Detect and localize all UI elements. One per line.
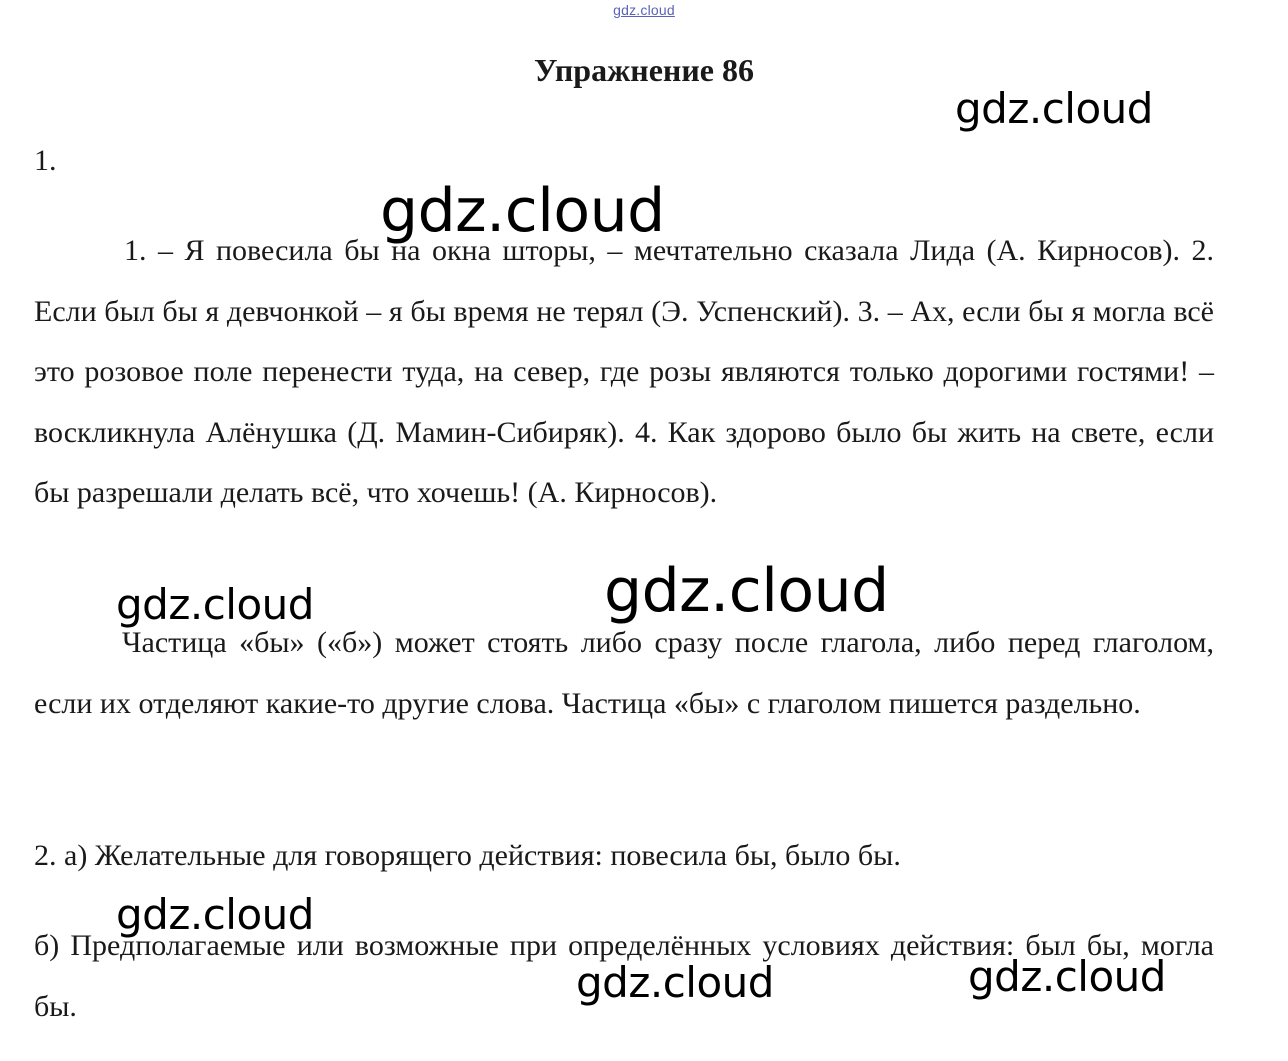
rule-paragraph: Частица «бы» («б») может стоять либо сразу после глагола, либо перед глаголом, если их отделяют какие-то другие слова. Частица «бы» с глаголом пишется раздельно. (34, 626, 1214, 720)
watermark: gdz.cloud (955, 84, 1153, 133)
answer-a-paragraph: 2. а) Желательные для говорящего действия: повесила бы, было бы. (34, 839, 901, 872)
answer-b-paragraph: б) Предполагаемые или возможные при определённых условиях действия: был бы, могла бы. (34, 929, 1214, 1023)
examples-paragraph: 1. – Я повесила бы на окна шторы, – мечтательно сказала Лида (А. Кирносов). 2. Если был бы я девчонкой – я бы время не терял (Э. Успенский). 3. – Ах, если бы я могла всё это розовое поле перенести туда, на север, где розы являются только дорогими гостями! – воскликнула Алёнушка (Д. Мамин-Сибиряк). 4. Как здорово было бы жить на свете, если бы разрешали делать всё, что хочешь! (А. Кирносов). (34, 234, 1214, 509)
section-number: 1. (34, 144, 57, 177)
page-title: Упражнение 86 (533, 52, 754, 88)
watermark: gdz.cloud (116, 890, 314, 939)
watermark: gdz.cloud (380, 176, 665, 246)
watermark: gdz.cloud (576, 958, 774, 1007)
site-link[interactable]: gdz.cloud (613, 2, 675, 18)
watermark: gdz.cloud (968, 952, 1166, 1001)
watermark: gdz.cloud (604, 556, 889, 626)
watermark: gdz.cloud (116, 580, 314, 629)
